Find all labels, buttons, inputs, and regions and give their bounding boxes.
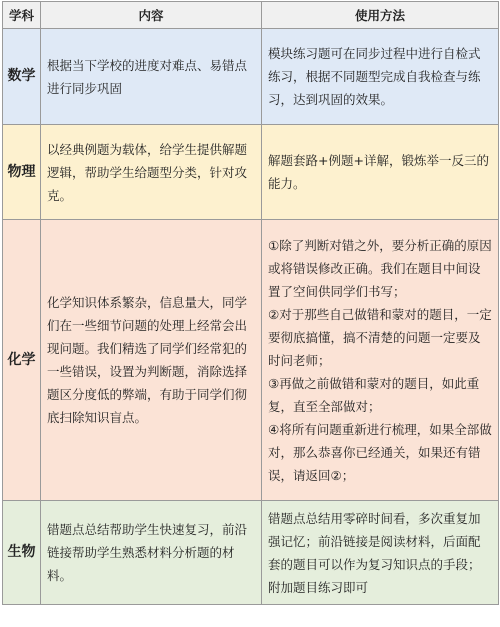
content-cell-chemistry: 化学知识体系繁杂，信息量大，同学们在一些细节问题的处理上经常会出现问题。我们精选了同学们经常犯的一些错误，设置为判断题，消除选择题区分度低的弊端，有助于同学们彻底扫除知识盲点。: [41, 220, 262, 501]
method-cell-physics: 解题套路+例题+详解，锻炼举一反三的能力。: [262, 125, 499, 220]
method-step-1: ①除了判断对错之外，要分析正确的原因或将错误修改正确。我们在题目中间设置了空间供同学们书写；: [268, 237, 492, 299]
method-step-3: ③再做之前做错和蒙对的题目，如此重复，直至全部做对；: [268, 375, 480, 414]
method-step-4: ④将所有问题重新进行梳理，如果全部做对，那么恭喜你已经通关，如果还有错误，请返回②；: [268, 421, 492, 483]
header-method: 使用方法: [262, 2, 499, 29]
method-step-2: ②对于那些自己做错和蒙对的题目，一定要彻底搞懂，搞不清楚的问题一定要及时问老师；: [268, 306, 492, 368]
subject-cell-chemistry: 化学: [3, 220, 41, 501]
subject-cell-physics: 物理: [3, 125, 41, 220]
method-cell-biology: 错题点总结用零碎时间看，多次重复加强记忆；前沿链接是阅读材料，后面配套的题目可以作为复习知识点的手段；附加题目练习即可: [262, 501, 499, 605]
content-cell-biology: 错题点总结帮助学生快速复习，前沿链接帮助学生熟悉材料分析题的材料。: [41, 501, 262, 605]
method-cell-math: 模块练习题可在同步过程中进行自检式练习，根据不同题型完成自我检查与练习，达到巩固的效果。: [262, 29, 499, 125]
subject-cell-math: 数学: [3, 29, 41, 125]
header-row: [3, 2, 499, 29]
content-cell-math: 根据当下学校的进度对难点、易错点进行同步巩固: [41, 29, 262, 125]
method-cell-chemistry: [262, 220, 499, 501]
table-row-physics: [3, 125, 499, 220]
table-row-biology: [3, 501, 499, 605]
table-row-chemistry: [3, 220, 499, 501]
subject-cell-biology: 生物: [3, 501, 41, 605]
table-row-math: [3, 29, 499, 125]
header-subject: 学科: [3, 2, 41, 29]
header-content: 内容: [41, 2, 262, 29]
content-cell-physics: 以经典例题为载体，给学生提供解题逻辑，帮助学生给题型分类，针对攻克。: [41, 125, 262, 220]
study-method-table: [2, 1, 499, 605]
